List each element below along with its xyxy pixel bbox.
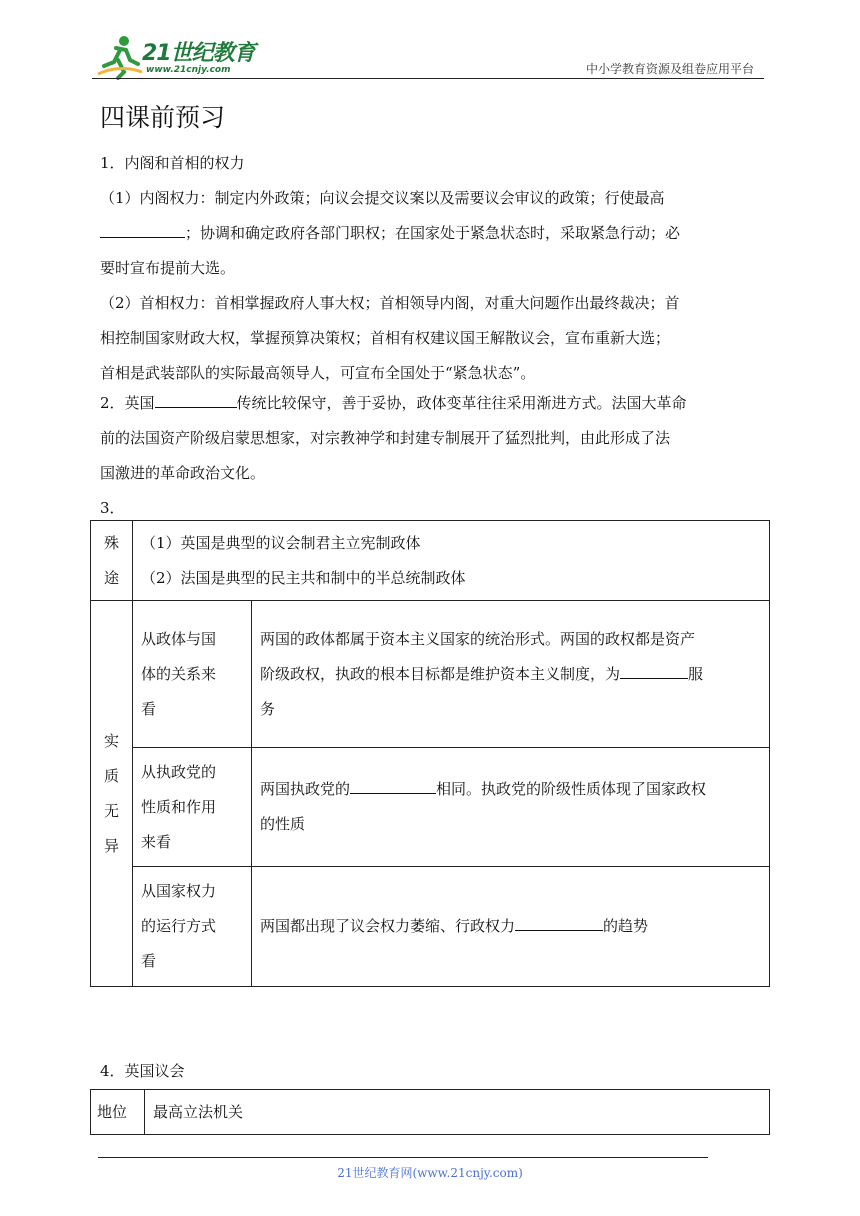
q1-para1-line2-text: ；协调和确定政府各部门职权；在国家处于紧急状态时，采取紧急行动；必	[185, 224, 681, 242]
row-head-position: 地位	[91, 1090, 145, 1135]
answer-blank[interactable]	[515, 910, 603, 931]
q1-para2-line2: 相控制国家财政大权，掌握预算决策权；首相有权建议国王解散议会，宣布重新大选；	[100, 329, 671, 347]
group-head-char: 无	[103, 801, 119, 820]
content-cell	[252, 601, 770, 748]
answer-blank[interactable]	[155, 387, 237, 408]
comparison-table	[90, 520, 770, 987]
row-head-char: 殊	[103, 533, 119, 552]
content-line	[260, 772, 761, 807]
aspect-line: 的运行方式	[141, 917, 217, 935]
aspect-line: 看	[141, 952, 157, 970]
header-divider	[92, 78, 764, 79]
content-cell	[252, 867, 770, 987]
aspect-cell	[133, 601, 252, 748]
site-logo[interactable]	[94, 34, 264, 80]
content-text: 两国执政党的	[260, 780, 351, 798]
content-line: 务	[260, 699, 276, 718]
content-text: 相同。执政党的阶级性质体现了国家政权	[436, 780, 707, 798]
logo-text: 21世纪教育	[142, 41, 255, 66]
table-row	[91, 748, 770, 867]
row-head-char: 途	[103, 568, 119, 587]
answer-blank[interactable]	[620, 658, 688, 679]
footer-divider	[98, 1157, 708, 1158]
q2-line3: 国激进的革命政治文化。	[100, 464, 266, 482]
question-1	[100, 146, 770, 391]
group-head-char: 异	[103, 836, 119, 855]
content-line	[260, 909, 761, 944]
group-head-char: 质	[103, 766, 119, 785]
content-line: 两国的政体都属于资本主义国家的统治形式。两国的政权都是资产	[260, 629, 696, 648]
q2-line1	[100, 386, 770, 421]
runner-logo-icon	[94, 34, 144, 80]
aspect-line: 来看	[141, 832, 172, 851]
table-row	[91, 867, 770, 987]
q4-heading: 4．英国议会	[100, 1062, 185, 1080]
q1-para1-line2	[100, 216, 770, 251]
row-value-position: 最高立法机关	[145, 1090, 770, 1135]
difference-content	[133, 521, 770, 601]
q1-para1-line3: 要时宣布提前大选。	[100, 259, 236, 277]
q1-para2-line1: （2）首相权力：首相掌握政府人事大权；首相领导内阁，对重大问题作出最终裁决；首	[100, 294, 680, 312]
page-title: 四课前预习	[100, 103, 226, 132]
aspect-line: 从国家权力	[141, 882, 217, 900]
content-text: 的趋势	[603, 917, 649, 935]
aspect-cell	[133, 867, 252, 987]
answer-blank[interactable]	[100, 217, 185, 238]
difference-line-1: （1）英国是典型的议会制君主立宪制政体	[141, 533, 421, 552]
table-row-difference	[91, 521, 770, 601]
group-head-char: 实	[103, 731, 119, 750]
q2-line1-start: 2．英国	[100, 394, 155, 412]
table-row	[91, 601, 770, 748]
aspect-line: 性质和作用	[141, 797, 217, 816]
question-2	[100, 386, 770, 491]
footer-link[interactable]: 21世纪教育网(www.21cnjy.com)	[337, 1166, 523, 1180]
q1-para1-line1: （1）内阁权力：制定内外政策；向议会提交议案以及需要议会审议的政策；行使最高	[100, 189, 665, 207]
aspect-line: 看	[141, 699, 157, 718]
q1-heading: 1．内阁和首相的权力	[100, 154, 245, 172]
page-header	[92, 30, 764, 80]
group-head-essence	[91, 601, 133, 987]
q2-line1-end: 传统比较保守，善于妥协，政体变革往往采用渐进方式。法国大革命	[236, 394, 687, 412]
row-head-difference	[91, 521, 133, 601]
content-line: 的性质	[260, 815, 306, 833]
content-text: 服	[688, 664, 704, 683]
q1-para2-line3: 首相是武装部队的实际最高领导人，可宣布全国处于“紧急状态”。	[100, 364, 536, 382]
q2-line2: 前的法国资产阶级启蒙思想家，对宗教神学和封建专制展开了猛烈批判，由此形成了法	[100, 429, 671, 447]
content-text: 两国都出现了议会权力萎缩、行政权力	[260, 917, 516, 935]
aspect-line: 体的关系来	[141, 664, 217, 683]
header-tagline: 中小学教育资源及组卷应用平台	[585, 62, 754, 76]
aspect-line: 从执政党的	[141, 762, 217, 781]
q3-number: 3．	[100, 499, 125, 517]
answer-blank[interactable]	[350, 773, 436, 794]
content-line	[260, 657, 761, 692]
content-cell	[252, 748, 770, 867]
question-4-label	[100, 1054, 770, 1089]
content-text: 阶级政权，执政的根本目标都是维护资本主义制度，为	[260, 664, 621, 683]
aspect-cell	[133, 748, 252, 867]
aspect-line: 从政体与国	[141, 629, 217, 648]
parliament-table	[90, 1089, 770, 1135]
logo-url: www.21cnjy.com	[146, 65, 231, 75]
difference-line-2: （2）法国是典型的民主共和制中的半总统制政体	[141, 568, 466, 587]
table-row	[91, 1090, 770, 1135]
